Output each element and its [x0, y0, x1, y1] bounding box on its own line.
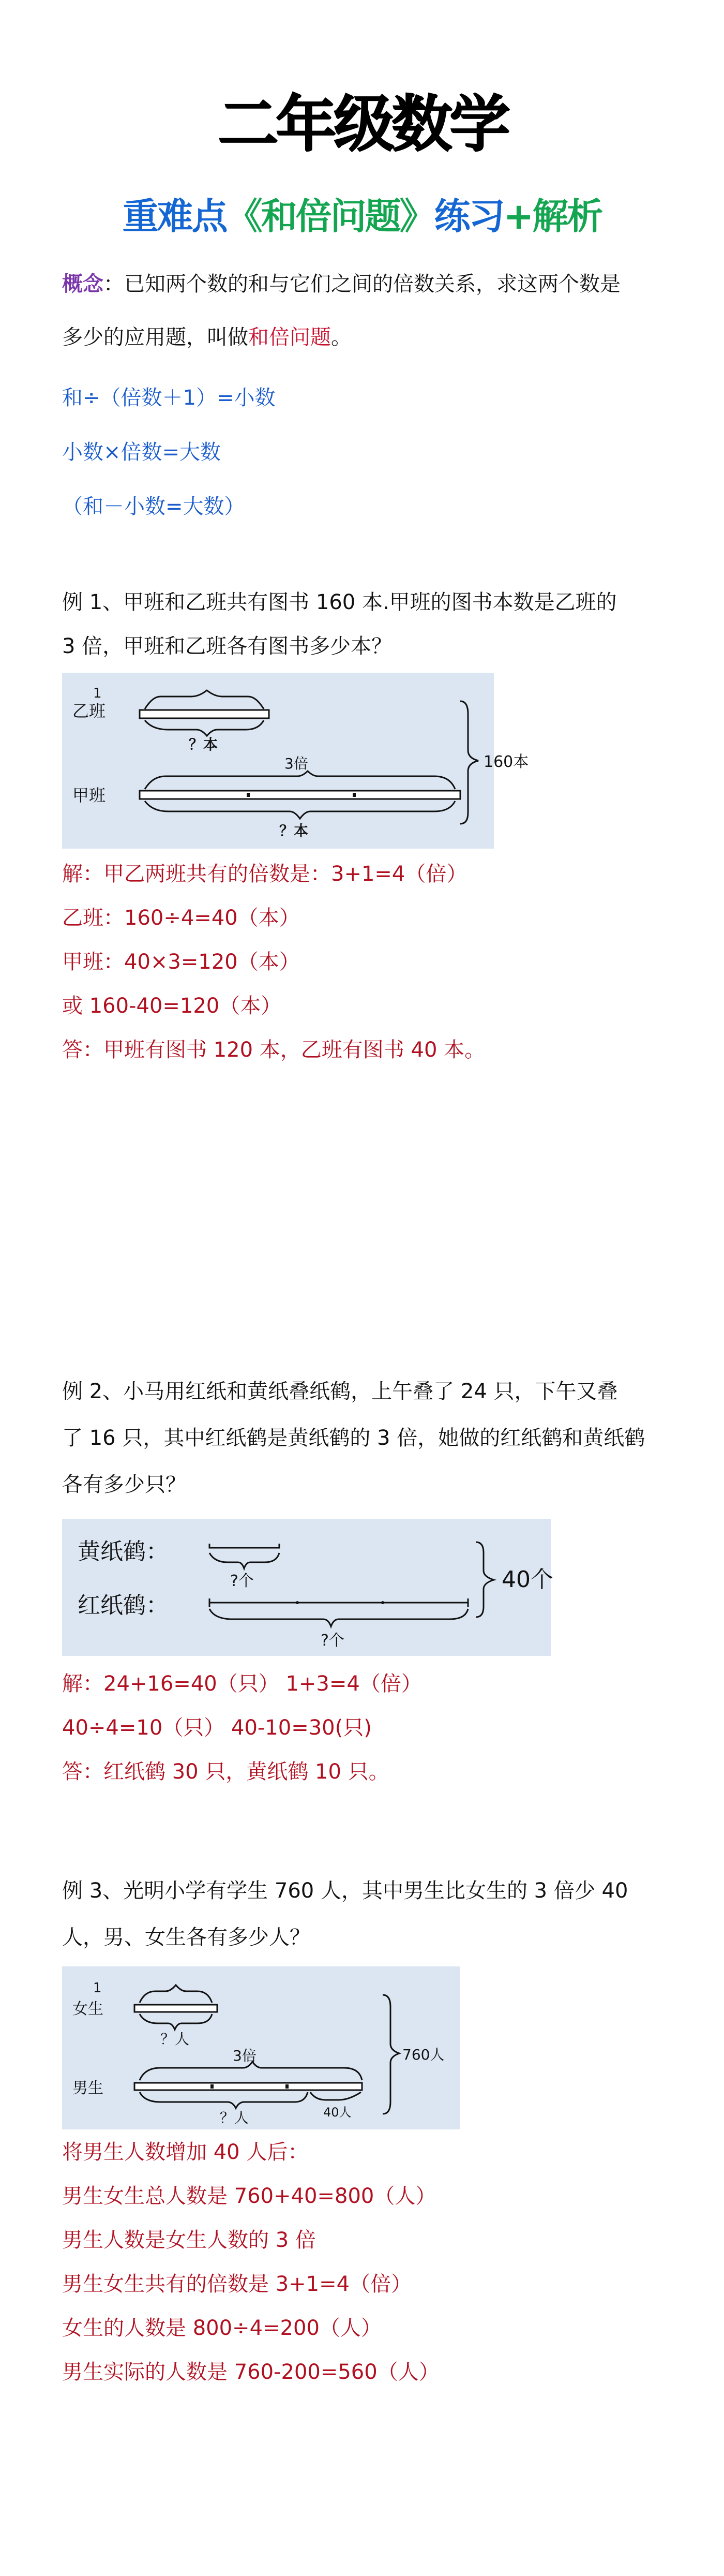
example1-label-top: 乙班 [72, 701, 106, 721]
example3-minus: 40人 [323, 2105, 352, 2120]
example3-figure [62, 1966, 460, 2129]
example3-solution-2: 男生女生总人数是 760+40=800（人） [62, 2184, 436, 2208]
example3-total: 760人 [402, 2046, 445, 2063]
example1-solution-2: 乙班：160÷4=40（本） [62, 906, 300, 930]
example1-q-bottom: ？本 [279, 822, 309, 839]
example1-solution-3: 甲班：40×3=120（本） [62, 950, 300, 974]
example3-solution-3: 男生人数是女生人数的 3 倍 [62, 2228, 316, 2252]
example2-brace-top [209, 1553, 279, 1568]
formula-2: 小数×倍数=大数 [62, 440, 221, 464]
example1-bar-top [140, 710, 269, 718]
example3-solution-4: 男生女生共有的倍数是 3+1=4（倍） [62, 2272, 412, 2296]
example1-total-brace [460, 701, 478, 824]
example1-brace-times [145, 771, 455, 789]
example3-brace-bottom-top [140, 2014, 212, 2030]
concept-text-2: 多少的应用题，叫做 [62, 325, 248, 349]
example2-answer: 答：红纸鹤 30 只，黄纸鹤 10 只。 [62, 1760, 389, 1784]
example3-line-diagram [62, 1966, 460, 2129]
example1-label-bottom: 甲班 [72, 786, 106, 805]
example3-solution-1: 将男生人数增加 40 人后： [62, 2140, 309, 2164]
concept-line-1 [62, 272, 672, 297]
example2-label-bottom: 红纸鹤： [78, 1592, 169, 1619]
example2-divider-2 [381, 1601, 384, 1604]
example3-solution-5: 女生的人数是 800÷4=200（人） [62, 2316, 382, 2340]
concept-text-end: 。 [331, 325, 352, 349]
example1-bar-bottom [140, 791, 460, 799]
example2-question-line-3: 各有多少只？ [62, 1473, 186, 1497]
example2-brace-bottom [209, 1609, 468, 1626]
example2-solution-2: 40÷4=10（只） 40-10=30(只) [62, 1716, 372, 1740]
example1-mark-one: 1 [93, 686, 102, 701]
example3-question-line-1: 例 3、光明小学有学生 760 人，其中男生比女生的 3 倍少 40 [62, 1879, 628, 1903]
example2-q-bottom: ?个 [321, 1632, 344, 1650]
example1-brace-bottom [145, 801, 455, 819]
example3-bar-bottom [134, 2083, 362, 2090]
example3-brace-minus [310, 2092, 361, 2100]
concept-label: 概念 [62, 272, 103, 296]
example2-total-brace [476, 1542, 494, 1617]
example2-line-diagram [62, 1519, 551, 1656]
concept-highlight: 和倍问题 [248, 325, 331, 349]
example1-brace-bottom-top [145, 720, 264, 736]
example1-solution-4: 或 160-40=120（本） [62, 994, 282, 1018]
example1-question-line-2: 3 倍，甲班和乙班各有图书多少本？ [62, 634, 393, 658]
main-title: 二年级数学 [217, 88, 507, 159]
example2-q-top: ?个 [230, 1572, 254, 1590]
example3-solution-6: 男生实际的人数是 760-200=560（人） [62, 2360, 440, 2384]
example3-label-top: 女生 [72, 2000, 103, 2018]
example3-mark-one: 1 [93, 1980, 102, 1996]
example3-brace-times [140, 2062, 362, 2080]
sub-title [0, 197, 724, 236]
formula-1: 和÷（倍数＋1）=小数 [62, 386, 276, 410]
example2-question-line-2: 了 16 只，其中红纸鹤是黄纸鹤的 3 倍，她做的红纸鹤和黄纸鹤 [62, 1426, 645, 1450]
example1-line-diagram [62, 673, 529, 849]
example1-brace-top [145, 690, 264, 709]
sub-title-part-4: +解析 [503, 195, 602, 238]
example2-question-line-1: 例 2、小马用红纸和黄纸叠纸鹤，上午叠了 24 只，下午又叠 [62, 1380, 618, 1403]
example2-solution-1: 解：24+16=40（只） 1+3=4（倍） [62, 1672, 422, 1696]
example2-divider-1 [296, 1601, 299, 1604]
concept-text-1: ：已知两个数的和与它们之间的倍数关系，求这两个数是 [103, 272, 621, 296]
example2-figure [62, 1519, 551, 1656]
example3-bar-top [134, 2005, 217, 2012]
sub-title-part-2: 《和倍问题》 [226, 195, 434, 238]
example3-mark-times: 3倍 [233, 2047, 257, 2064]
example2-label-top: 黄纸鹤： [78, 1538, 169, 1565]
example3-q-bottom: ？人 [220, 2109, 249, 2126]
example1-total: 160本 [484, 753, 529, 771]
example3-brace-top [140, 1985, 212, 2003]
example1-figure [62, 673, 529, 849]
example3-brace-bottom [140, 2092, 308, 2108]
sub-title-part-3: 练习 [434, 195, 504, 238]
example1-question-line-1: 例 1、甲班和乙班共有图书 160 本.甲班的图书本数是乙班的 [62, 590, 617, 614]
example1-answer: 答：甲班有图书 120 本，乙班有图书 40 本。 [62, 1038, 486, 1062]
example2-bar-top [209, 1544, 279, 1548]
example3-label-bottom: 男生 [72, 2079, 103, 2097]
example1-mark-times: 3倍 [284, 755, 308, 772]
example3-question-line-2: 人，男、女生各有多少人？ [62, 1926, 310, 1949]
example1-solution-1: 解：甲乙两班共有的倍数是：3+1=4（倍） [62, 862, 467, 886]
formula-3: （和－小数=大数） [62, 495, 245, 519]
sub-title-part-1: 重难点 [122, 195, 227, 238]
example2-total: 40个 [502, 1566, 553, 1593]
example3-total-brace [383, 1995, 399, 2114]
example1-q-top: ？本 [189, 736, 218, 753]
example3-q-top: ？人 [160, 2031, 190, 2048]
concept-line-2 [62, 325, 672, 350]
